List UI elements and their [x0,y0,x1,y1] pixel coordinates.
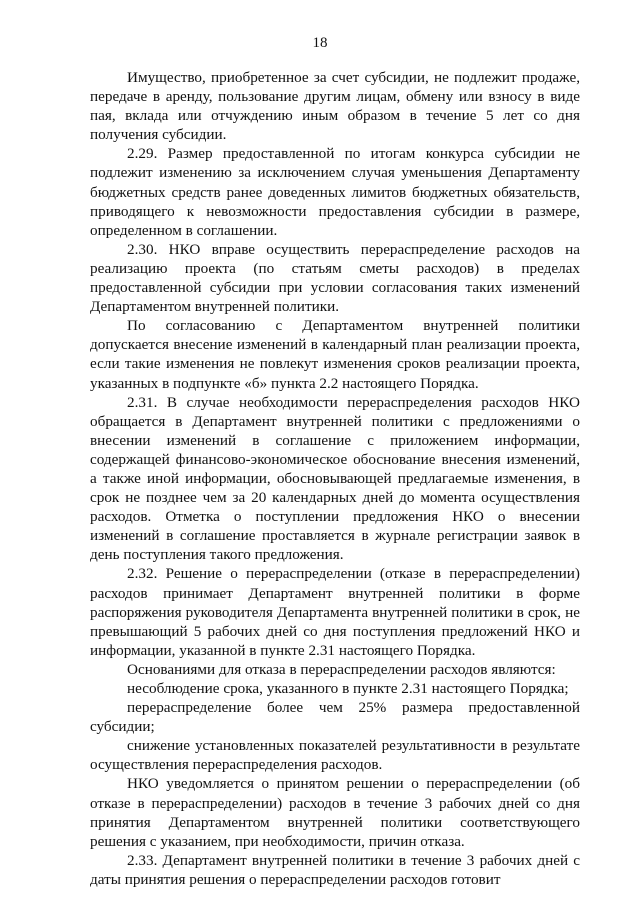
paragraph-refusal-ground-deadline: несоблюдение срока, указанного в пункте 2.31 настоящего Порядка; [127,680,569,697]
paragraph-calendar-plan-changes: По согласованию с Департаментом внутренней политики допускается внесение изменений в календарный план реализации проекта, если такие изменения не повлекут изменения сроков реализации проекта, указанных в подпункте «б» пункта 2.2 настоящего Порядка. [90,317,580,392]
paragraph-property-restriction: Имущество, приобретенное за счет субсидии, не подлежит продаже, передаче в аренду, пользование другим лицам, обмену или взносу в виде пая, вклада или отчуждению иным образом в течение 5 лет со дня получения субсидии. [90,69,580,144]
paragraph-2-32: 2.32. Решение о перераспределении (отказе в перераспределении) расходов принимает Департамент внутренней политики в форме распоряжения руководителя Департамента внутренней политики в срок, не превышающий 5 рабочих дней со дня поступления предложений НКО и информации, указанной в пункте 2.31 настоящего Порядка. [90,565,580,659]
paragraph-refusal-ground-indicators: снижение установленных показателей результативности в результате осуществления перераспределения расходов. [90,737,580,774]
paragraph-refusal-grounds-intro: Основаниями для отказа в перераспределении расходов являются: [127,660,556,678]
paragraph-2-31: 2.31. В случае необходимости перераспределения расходов НКО обращается в Департамент внутренней политики с предложениями о внесении изменений в соглашение с приложением информации, содержащей финансово-экономическое обоснование внесения изменений, а также иной информации, обосновывающей предлагаемые изменения, в срок не позднее чем за 20 календарных дней до момента осуществления расходов. Отметка о поступлении предложения НКО о внесении изменений в соглашение проставляется в журнале регистрации заявок в день поступления такого предложения. [90,393,580,564]
paragraph-nko-notification: НКО уведомляется о принятом решении о перераспределении (об отказе в перераспределении) расходов в течение 3 рабочих дней со дня принятия Департаментом внутренней политики соответствующего решения с указанием, при необходимости, причин отказа. [90,775,580,850]
paragraph-2-33: 2.33. Департамент внутренней политики в течение 3 рабочих дней с даты принятия решения о перераспределении расходов готовит [90,851,580,888]
paragraph-2-30: 2.30. НКО вправе осуществить перераспределение расходов на реализацию проекта (по статьям сметы расходов) в пределах предоставленной субсидии при условии согласования таких изменений Департаментом внутренней политики. [90,240,580,316]
paragraph-refusal-ground-25-percent: перераспределение более чем 25% размера предоставленной субсидии; [90,699,580,736]
document-body [90,68,580,889]
page-number: 18 [312,35,328,51]
paragraph-2-29: 2.29. Размер предоставленной по итогам конкурса субсидии не подлежит изменению за исключением случая уменьшения Департаменту бюджетных средств ранее доведенных лимитов бюджетных обязательств, приводящего к невозможности предоставления субсидии в размере, определенном в соглашении. [90,145,580,239]
